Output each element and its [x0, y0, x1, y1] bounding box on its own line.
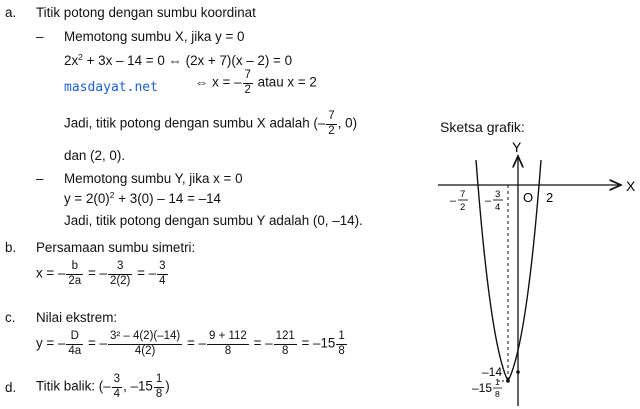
svg-text:–15: –15	[472, 381, 493, 395]
part-b-label: b.	[5, 240, 17, 255]
x-roots: ⇔ x = – $\frac{7}{2}$ atau x = 2	[195, 69, 317, 96]
x-tick-minus-3-4	[485, 189, 503, 213]
vertex-point	[506, 379, 510, 383]
x-intercept-conclusion-line2: dan (2, 0).	[64, 148, 126, 163]
y-tick-minus-14: –14	[482, 365, 503, 379]
dash-y: –	[36, 171, 44, 186]
origin-label: O	[523, 190, 534, 205]
svg-text:–: –	[485, 195, 492, 207]
sketch-title: Sketsa grafik:	[440, 119, 525, 135]
svg-text:8: 8	[495, 389, 500, 399]
svg-text:3: 3	[495, 189, 501, 200]
x-tick-2: 2	[546, 190, 554, 205]
parabola-curve	[476, 160, 541, 381]
y-intercept-point	[516, 370, 520, 374]
svg-text:4: 4	[495, 202, 501, 213]
part-b-heading: Persamaan sumbu simetri:	[36, 240, 196, 255]
part-c-label: c.	[5, 310, 16, 325]
x-intercept-title: Memotong sumbu X, jika y = 0	[64, 29, 245, 44]
y-intercept-conclusion: Jadi, titik potong dengan sumbu Y adalah (0, –14).	[64, 213, 363, 228]
y-tick-minimum	[472, 377, 502, 399]
part-d-label: d.	[5, 380, 17, 395]
symmetry-axis-equation: x = – $\frac{b}{2a}$ = – $\frac{3}{2(2)}$ = – $\frac{3}{4}$	[36, 260, 166, 287]
x-quadratic-equation: $2x^2 + 3x - 14 = 0$ ⇔ (2x + 7)(x – 2) = 0	[64, 52, 293, 68]
x-tick-minus-7-2	[450, 189, 468, 213]
part-c-heading: Nilai ekstrem:	[36, 310, 118, 325]
x-intercept-conclusion: Jadi, titik potong dengan sumbu X adalah (– $\frac{7}{2}$ , 0)	[64, 110, 358, 137]
svg-text:7: 7	[460, 189, 466, 200]
svg-text:–: –	[450, 195, 457, 207]
y-intercept-title: Memotong sumbu Y, jika x = 0	[64, 171, 243, 186]
svg-text:2: 2	[460, 202, 466, 213]
y-intercept-equation: $y = 2(0)^2 + 3(0) - 14 = -14$	[64, 190, 221, 206]
fraction-7-2: $\frac{7}{2}$	[244, 69, 251, 96]
dash-x: –	[36, 29, 44, 44]
y-axis-label: Y	[512, 139, 522, 155]
svg-text:1: 1	[495, 377, 500, 387]
watermark-text: masdayat.net	[64, 80, 158, 95]
extreme-value-equation: y = – $\frac{D}{4a}$ = – $\frac{\text{3² – 4(2)(–14)}}{4(2)}$ = – $\frac{9 + 112}{8}$ = – $\frac{121}{8}$ = –15 $\frac{1}{8}$	[36, 330, 345, 357]
turning-point: Titik balik: (– $\frac{3}{4}$ , –15 $\frac{1}{8}$ )	[36, 373, 170, 400]
part-a-heading: Titik potong dengan sumbu koordinat	[36, 5, 256, 20]
x-axis-label: X	[626, 178, 636, 194]
part-a-label: a.	[5, 5, 17, 20]
